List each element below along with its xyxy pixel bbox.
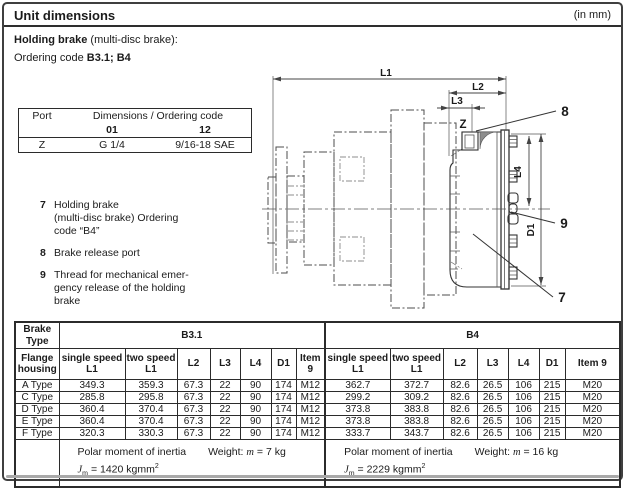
- hdr-line: Flange: [21, 352, 54, 364]
- cell: 26.5: [477, 416, 508, 428]
- inertia-exponent: 2: [154, 463, 159, 470]
- b31-two-speed-header: [125, 349, 177, 380]
- cell: 82.6: [443, 380, 477, 392]
- brake-type-header: [15, 322, 59, 349]
- inertia-number: = 2229 kgmm: [357, 463, 422, 476]
- cell: M12: [296, 392, 325, 404]
- cell: 22: [210, 392, 240, 404]
- flange-cell: D Type: [15, 404, 59, 416]
- weight-rest: = 16 kg: [520, 446, 559, 458]
- callout-7: 7: [558, 290, 566, 305]
- dims-column-header: Dimensions / Ordering code: [92, 110, 224, 122]
- cell: 215: [539, 428, 565, 440]
- unit-note: (in mm): [573, 9, 611, 21]
- dim-label-d1: D1: [526, 223, 537, 237]
- cell: M20: [565, 392, 620, 404]
- note-line: (multi-disc brake) Ordering: [54, 212, 179, 224]
- hdr-line: housing: [17, 364, 57, 375]
- cell: 174: [271, 380, 296, 392]
- col-12-header: 12: [199, 124, 211, 136]
- port-12-value: 9/16-18 SAE: [159, 138, 252, 153]
- cell: 22: [210, 428, 240, 440]
- b31-l2-header: L2: [177, 349, 210, 380]
- inertia-label: Polar moment of inertia: [344, 446, 453, 458]
- hdr-line: two speed: [126, 352, 176, 364]
- note-line: code “B4”: [54, 225, 100, 237]
- inertia-value: [78, 460, 325, 482]
- hdr-line: L1: [86, 364, 98, 375]
- hdr-line: L1: [145, 364, 157, 375]
- inertia-label: Polar moment of inertia: [77, 446, 187, 458]
- cell: 370.4: [125, 404, 177, 416]
- cell: 215: [539, 416, 565, 428]
- cell: 90: [240, 392, 271, 404]
- callout-9: 9: [560, 216, 568, 231]
- cell: 330.3: [125, 428, 177, 440]
- cell: M12: [296, 416, 325, 428]
- cell: 26.5: [477, 428, 508, 440]
- cell: 370.4: [125, 416, 177, 428]
- cell: 333.7: [325, 428, 390, 440]
- cell: 372.7: [390, 380, 443, 392]
- cell: 106: [508, 392, 539, 404]
- cell: 343.7: [390, 428, 443, 440]
- j-symbol: J: [344, 464, 349, 476]
- j-symbol: J: [77, 464, 83, 476]
- hdr-line: L1: [410, 364, 423, 375]
- b4-d1-header: D1: [539, 349, 565, 380]
- table-row: [15, 416, 620, 428]
- brake-type-row: [15, 322, 620, 349]
- cell: M20: [565, 404, 620, 416]
- cell: 67.3: [177, 416, 210, 428]
- dimension-lines: [273, 76, 546, 286]
- note-line: Thread for mechanical emer-: [54, 269, 189, 281]
- table-row: [15, 392, 620, 404]
- hdr-line: L1: [352, 364, 364, 375]
- cell: M20: [565, 428, 620, 440]
- table-row: [15, 404, 620, 416]
- cell: 349.3: [59, 380, 125, 392]
- note-line: gency release of the holding: [54, 282, 186, 294]
- cell: M12: [296, 404, 325, 416]
- b4-item9-header: Item 9: [565, 349, 620, 380]
- inertia-number: = 1420 kgmm: [90, 463, 155, 476]
- flange-cell: E Type: [15, 416, 59, 428]
- cell: 299.2: [325, 392, 390, 404]
- note-8: [40, 247, 220, 260]
- note-8-text: [54, 247, 220, 260]
- technical-drawing: [254, 62, 627, 320]
- b31-footer-cell: [59, 440, 325, 488]
- b4-l3-header: L3: [477, 349, 508, 380]
- cell: 215: [539, 392, 565, 404]
- cell: 82.6: [443, 416, 477, 428]
- product-qualifier: (multi-disc brake):: [87, 34, 178, 46]
- port-cell: Z: [19, 138, 66, 153]
- cell: 383.8: [390, 404, 443, 416]
- cell: 90: [240, 416, 271, 428]
- dim-label-l3: L3: [451, 96, 463, 107]
- dim-label-l1: L1: [380, 68, 392, 79]
- port-table-header-row: [19, 109, 252, 124]
- b31-single-speed-header: [59, 349, 125, 380]
- cell: 90: [240, 380, 271, 392]
- flange-housing-header: [15, 349, 59, 380]
- b31-l4-header: L4: [240, 349, 271, 380]
- note-9: [40, 269, 220, 308]
- b4-two-speed-header: [390, 349, 443, 380]
- b31-d1-header: D1: [271, 349, 296, 380]
- group-b31-header: B3.1: [59, 322, 325, 349]
- cell: 22: [210, 416, 240, 428]
- cell: 67.3: [177, 428, 210, 440]
- cell: 174: [271, 428, 296, 440]
- cell: M20: [565, 416, 620, 428]
- callout-8: 8: [561, 104, 569, 119]
- b4-footer-cell: [325, 440, 620, 488]
- table-row: [15, 380, 620, 392]
- cell: 373.8: [325, 416, 390, 428]
- note-7-text: [54, 199, 220, 238]
- cell: 26.5: [477, 380, 508, 392]
- cell: 22: [210, 404, 240, 416]
- flange-cell: F Type: [15, 428, 59, 440]
- dim-label-l2: L2: [472, 82, 484, 93]
- cell: 106: [508, 380, 539, 392]
- table-row: [15, 428, 620, 440]
- port-hatch: [480, 132, 497, 149]
- cell: 215: [539, 404, 565, 416]
- group-b4-header: B4: [325, 322, 620, 349]
- cell: 174: [271, 404, 296, 416]
- hdr-line: two speed: [392, 352, 442, 364]
- weight-value: [208, 445, 286, 460]
- note-line: brake: [54, 295, 81, 307]
- title-bar: [4, 4, 621, 27]
- cell: 174: [271, 392, 296, 404]
- column-header-row: [15, 349, 620, 380]
- note-9-number: 9: [40, 269, 46, 281]
- footer-empty-cell: [15, 440, 59, 488]
- cell: 106: [508, 416, 539, 428]
- port-column-header: Port: [32, 110, 52, 122]
- hdr-line: Type: [25, 335, 49, 347]
- note-7-number: 7: [40, 199, 46, 211]
- weight-symbol: m: [246, 447, 254, 458]
- weight-prefix: Weight:: [474, 446, 513, 458]
- cell: 67.3: [177, 380, 210, 392]
- cell: 26.5: [477, 392, 508, 404]
- note-line: Holding brake: [54, 199, 119, 211]
- product-name: Holding brake: [14, 34, 88, 46]
- hdr-line: Brake: [23, 324, 52, 335]
- flange-cell: C Type: [15, 392, 59, 404]
- dimensions-table: [14, 321, 621, 488]
- b31-item9-header: Item 9: [296, 349, 325, 380]
- ordering-prefix: Ordering code: [14, 52, 87, 64]
- weight-symbol: m: [512, 447, 521, 458]
- port-table: [18, 108, 252, 153]
- cell: 373.8: [325, 404, 390, 416]
- ordering-code-line: [14, 52, 131, 64]
- cell: 90: [240, 428, 271, 440]
- weight-value: [475, 445, 559, 460]
- col-01-header: 01: [106, 124, 118, 136]
- flange-cell: A Type: [15, 380, 59, 392]
- cell: 90: [240, 404, 271, 416]
- cell: M20: [565, 380, 620, 392]
- inertia-exponent: 2: [421, 463, 426, 470]
- b4-l4-header: L4: [508, 349, 539, 380]
- cell: 106: [508, 428, 539, 440]
- cell: M12: [296, 428, 325, 440]
- cell: 215: [539, 380, 565, 392]
- datasheet-page: [2, 2, 623, 481]
- cell: 26.5: [477, 404, 508, 416]
- b4-l2-header: L2: [443, 349, 477, 380]
- product-subtitle: [14, 34, 178, 46]
- cell: 82.6: [443, 392, 477, 404]
- cell: 174: [271, 416, 296, 428]
- port-table-row: [19, 138, 252, 153]
- cell: 67.3: [177, 392, 210, 404]
- dim-label-l4: L4: [513, 166, 524, 178]
- cell: M12: [296, 380, 325, 392]
- cell: 106: [508, 404, 539, 416]
- cell: 67.3: [177, 404, 210, 416]
- footer-row: [15, 440, 620, 488]
- weight-rest: = 7 kg: [253, 446, 286, 458]
- hdr-line: single speed: [327, 352, 389, 364]
- cell: 362.7: [325, 380, 390, 392]
- cell: 82.6: [443, 428, 477, 440]
- cell: 22: [210, 380, 240, 392]
- b4-single-speed-header: [325, 349, 390, 380]
- b31-l3-header: L3: [210, 349, 240, 380]
- note-7: [40, 199, 220, 238]
- ordering-codes: B3.1; B4: [86, 52, 131, 64]
- cell: 360.4: [59, 416, 125, 428]
- note-8-number: 8: [40, 247, 46, 259]
- port-01-value: G 1/4: [65, 138, 159, 153]
- legend-notes: [40, 199, 220, 317]
- cell: 359.3: [125, 380, 177, 392]
- brake-housing: [450, 130, 518, 289]
- cell: 295.8: [125, 392, 177, 404]
- page-bottom-edge: [6, 475, 619, 478]
- inertia-value: [344, 460, 619, 482]
- cell: 320.3: [59, 428, 125, 440]
- hdr-line: single speed: [61, 352, 123, 364]
- cell: 285.8: [59, 392, 125, 404]
- note-line: Brake release port: [54, 247, 140, 259]
- port-label-z: Z: [459, 119, 467, 131]
- weight-prefix: Weight:: [208, 446, 247, 458]
- cell: 309.2: [390, 392, 443, 404]
- cell: 360.4: [59, 404, 125, 416]
- page-title: Unit dimensions: [14, 8, 116, 23]
- cell: 82.6: [443, 404, 477, 416]
- note-9-text: [54, 269, 220, 308]
- cell: 383.8: [390, 416, 443, 428]
